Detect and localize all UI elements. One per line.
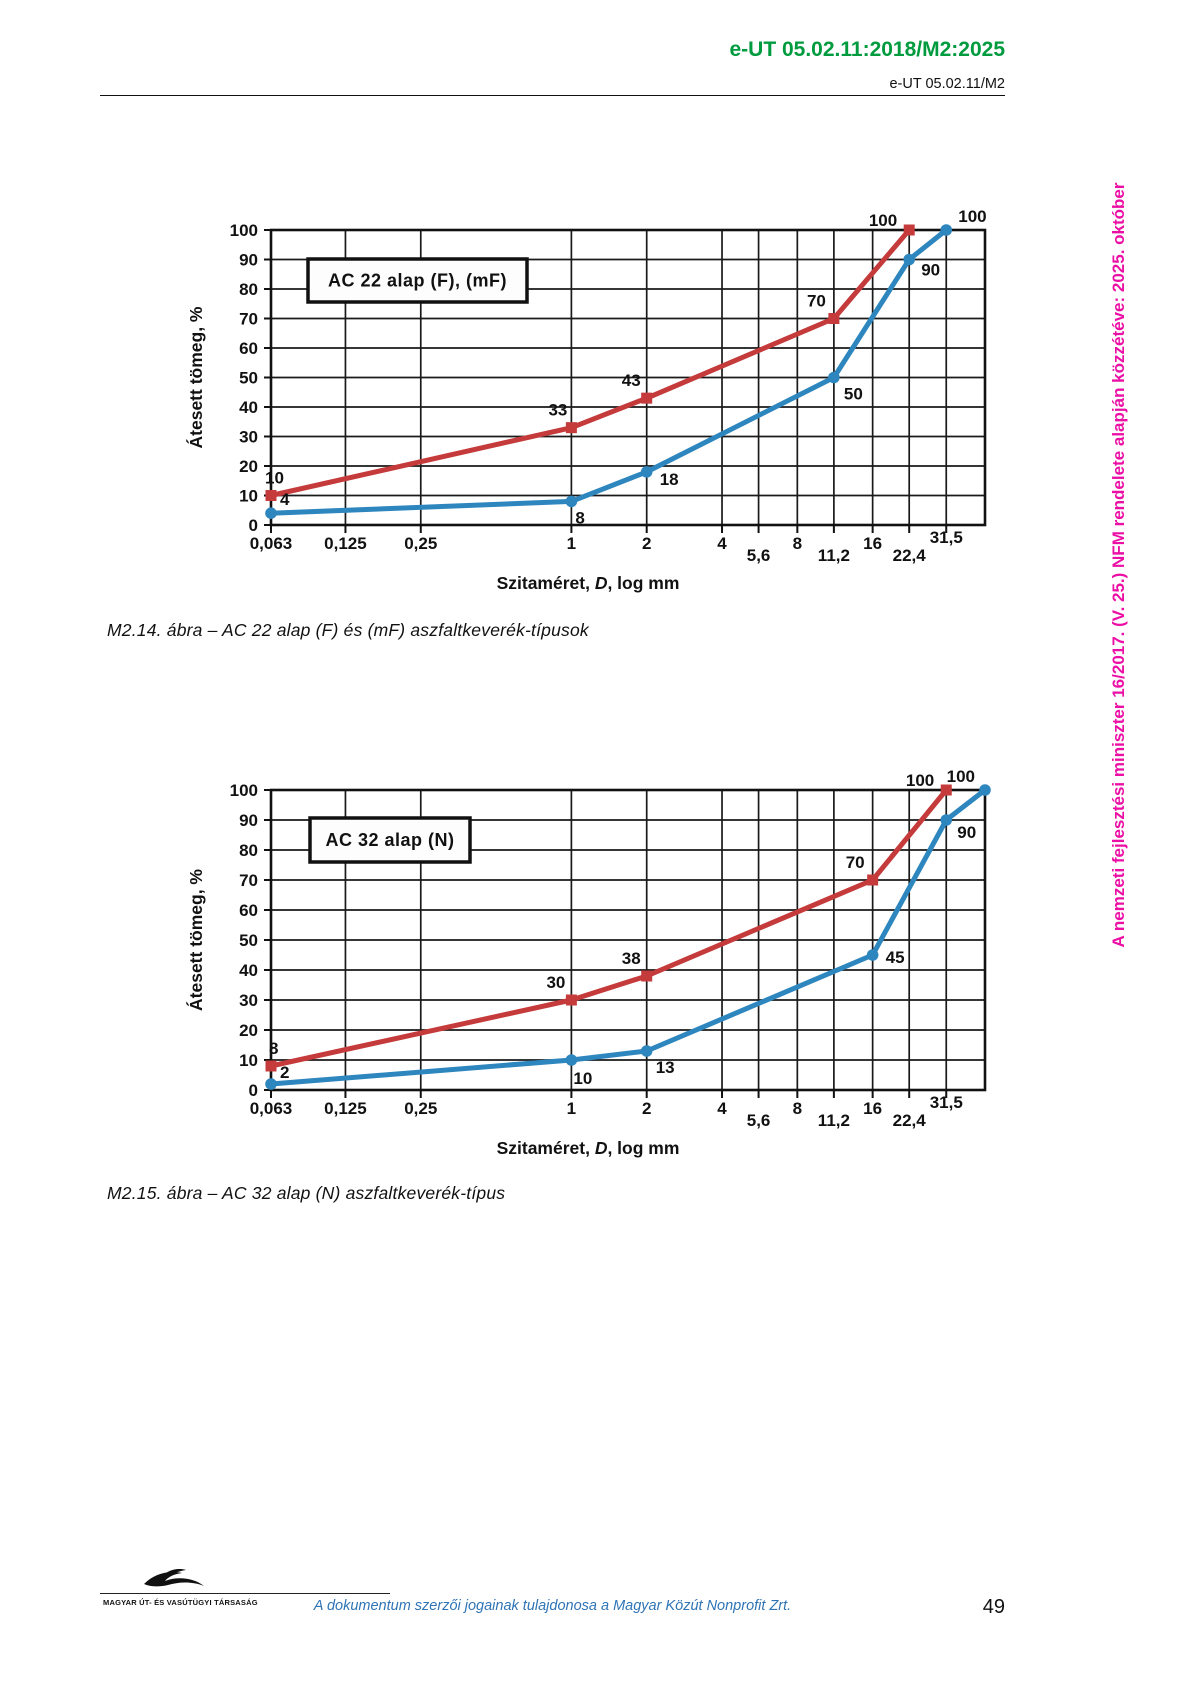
footer-copyright: A dokumentum szerzői jogainak tulajdonosa a Magyar Közút Nonprofit Zrt. — [313, 1598, 792, 1614]
svg-text:0: 0 — [248, 516, 258, 535]
svg-text:0,063: 0,063 — [249, 1099, 293, 1118]
svg-text:31,5: 31,5 — [929, 1093, 963, 1112]
svg-text:80: 80 — [239, 841, 258, 860]
svg-text:16: 16 — [863, 1099, 883, 1118]
figure-caption-m2-15: M2.15. ábra – AC 32 alap (N) aszfaltkeverék-típus — [107, 1183, 506, 1203]
svg-text:10: 10 — [239, 486, 258, 506]
svg-text:38: 38 — [621, 949, 641, 968]
footer-organization: MAGYAR ÚT- ÉS VASÚTÜGYI TÁRSASÁG — [103, 1598, 258, 1607]
svg-text:11,2: 11,2 — [817, 1111, 850, 1130]
gradation-chart-ac32 — [140, 715, 1040, 1180]
svg-text:5,6: 5,6 — [746, 1111, 771, 1130]
svg-text:8: 8 — [792, 534, 803, 553]
svg-text:40: 40 — [239, 961, 258, 980]
svg-text:70: 70 — [806, 291, 826, 311]
svg-text:AC 32 alap (N): AC 32 alap (N) — [325, 830, 455, 850]
svg-text:16: 16 — [863, 534, 883, 553]
svg-text:70: 70 — [239, 871, 258, 890]
svg-text:100: 100 — [868, 211, 898, 230]
svg-text:AC 22 alap (F), (mF): AC 22 alap (F), (mF) — [327, 270, 508, 291]
header-rule — [100, 95, 1005, 96]
svg-text:0,25: 0,25 — [404, 534, 438, 553]
svg-text:90: 90 — [957, 823, 977, 842]
svg-text:4: 4 — [280, 490, 290, 510]
svg-text:22,4: 22,4 — [892, 1111, 926, 1130]
svg-text:31,5: 31,5 — [929, 528, 963, 547]
svg-text:8: 8 — [575, 508, 585, 528]
svg-text:8: 8 — [792, 1099, 803, 1118]
svg-text:18: 18 — [659, 469, 679, 489]
svg-text:4: 4 — [717, 1099, 727, 1118]
svg-text:2: 2 — [641, 1099, 652, 1118]
svg-text:33: 33 — [548, 400, 568, 420]
header-doc-id: e-UT 05.02.11:2018/M2:2025 — [729, 38, 1005, 61]
svg-text:0,125: 0,125 — [324, 1099, 367, 1118]
svg-text:Átesett tömeg, %: Átesett tömeg, % — [186, 869, 206, 1011]
svg-text:80: 80 — [239, 280, 258, 299]
svg-text:0,25: 0,25 — [404, 1099, 438, 1118]
svg-text:11,2: 11,2 — [817, 546, 850, 565]
svg-text:100: 100 — [905, 771, 935, 790]
svg-text:1: 1 — [566, 534, 577, 553]
svg-text:22,4: 22,4 — [892, 546, 926, 565]
svg-text:30: 30 — [546, 973, 566, 992]
svg-text:2: 2 — [641, 534, 652, 553]
svg-text:45: 45 — [885, 948, 905, 967]
page-number: 49 — [982, 1596, 1005, 1618]
svg-text:8: 8 — [269, 1039, 279, 1058]
svg-text:10: 10 — [239, 1051, 258, 1070]
side-note-vertical-text: A nemzeti fejlesztési miniszter 16/2017. (V. 25.) NFM rendelete alapján közzétéve: 2025. október — [1109, 182, 1128, 948]
svg-text:0,063: 0,063 — [249, 534, 293, 553]
svg-text:20: 20 — [239, 1021, 258, 1040]
svg-text:Átesett tömeg, %: Átesett tömeg, % — [186, 306, 206, 449]
svg-text:70: 70 — [239, 309, 258, 329]
svg-text:0: 0 — [248, 1081, 258, 1100]
svg-text:Szitaméret, D, log mm: Szitaméret, D, log mm — [496, 1138, 680, 1158]
svg-text:90: 90 — [921, 260, 941, 280]
svg-text:0,125: 0,125 — [324, 534, 367, 553]
svg-text:90: 90 — [239, 250, 258, 270]
svg-text:2: 2 — [280, 1063, 290, 1082]
svg-text:5,6: 5,6 — [746, 546, 771, 565]
bird-logo-icon — [138, 1566, 210, 1594]
svg-text:40: 40 — [239, 398, 258, 417]
svg-text:100: 100 — [229, 221, 258, 240]
svg-text:20: 20 — [239, 457, 258, 476]
svg-text:60: 60 — [239, 339, 258, 358]
svg-text:90: 90 — [239, 811, 258, 830]
gradation-chart-ac22 — [140, 185, 1040, 615]
svg-text:43: 43 — [621, 371, 641, 391]
svg-text:30: 30 — [239, 427, 258, 447]
svg-text:10: 10 — [573, 1069, 593, 1088]
svg-text:100: 100 — [958, 207, 987, 226]
svg-text:70: 70 — [845, 853, 865, 872]
svg-text:100: 100 — [946, 767, 975, 786]
header-doc-ref: e-UT 05.02.11/M2 — [889, 76, 1005, 92]
svg-text:1: 1 — [566, 1099, 577, 1118]
svg-text:4: 4 — [717, 534, 727, 553]
svg-text:30: 30 — [239, 991, 258, 1010]
svg-text:60: 60 — [239, 901, 258, 920]
svg-text:Szitaméret, D, log mm: Szitaméret, D, log mm — [496, 573, 680, 593]
svg-text:50: 50 — [239, 368, 258, 388]
svg-text:50: 50 — [239, 931, 258, 950]
svg-text:10: 10 — [265, 468, 284, 488]
figure-caption-m2-14: M2.14. ábra – AC 22 alap (F) és (mF) aszfaltkeverék-típusok — [107, 620, 589, 640]
svg-text:50: 50 — [843, 384, 863, 404]
svg-text:13: 13 — [655, 1058, 675, 1077]
svg-text:100: 100 — [229, 781, 258, 800]
